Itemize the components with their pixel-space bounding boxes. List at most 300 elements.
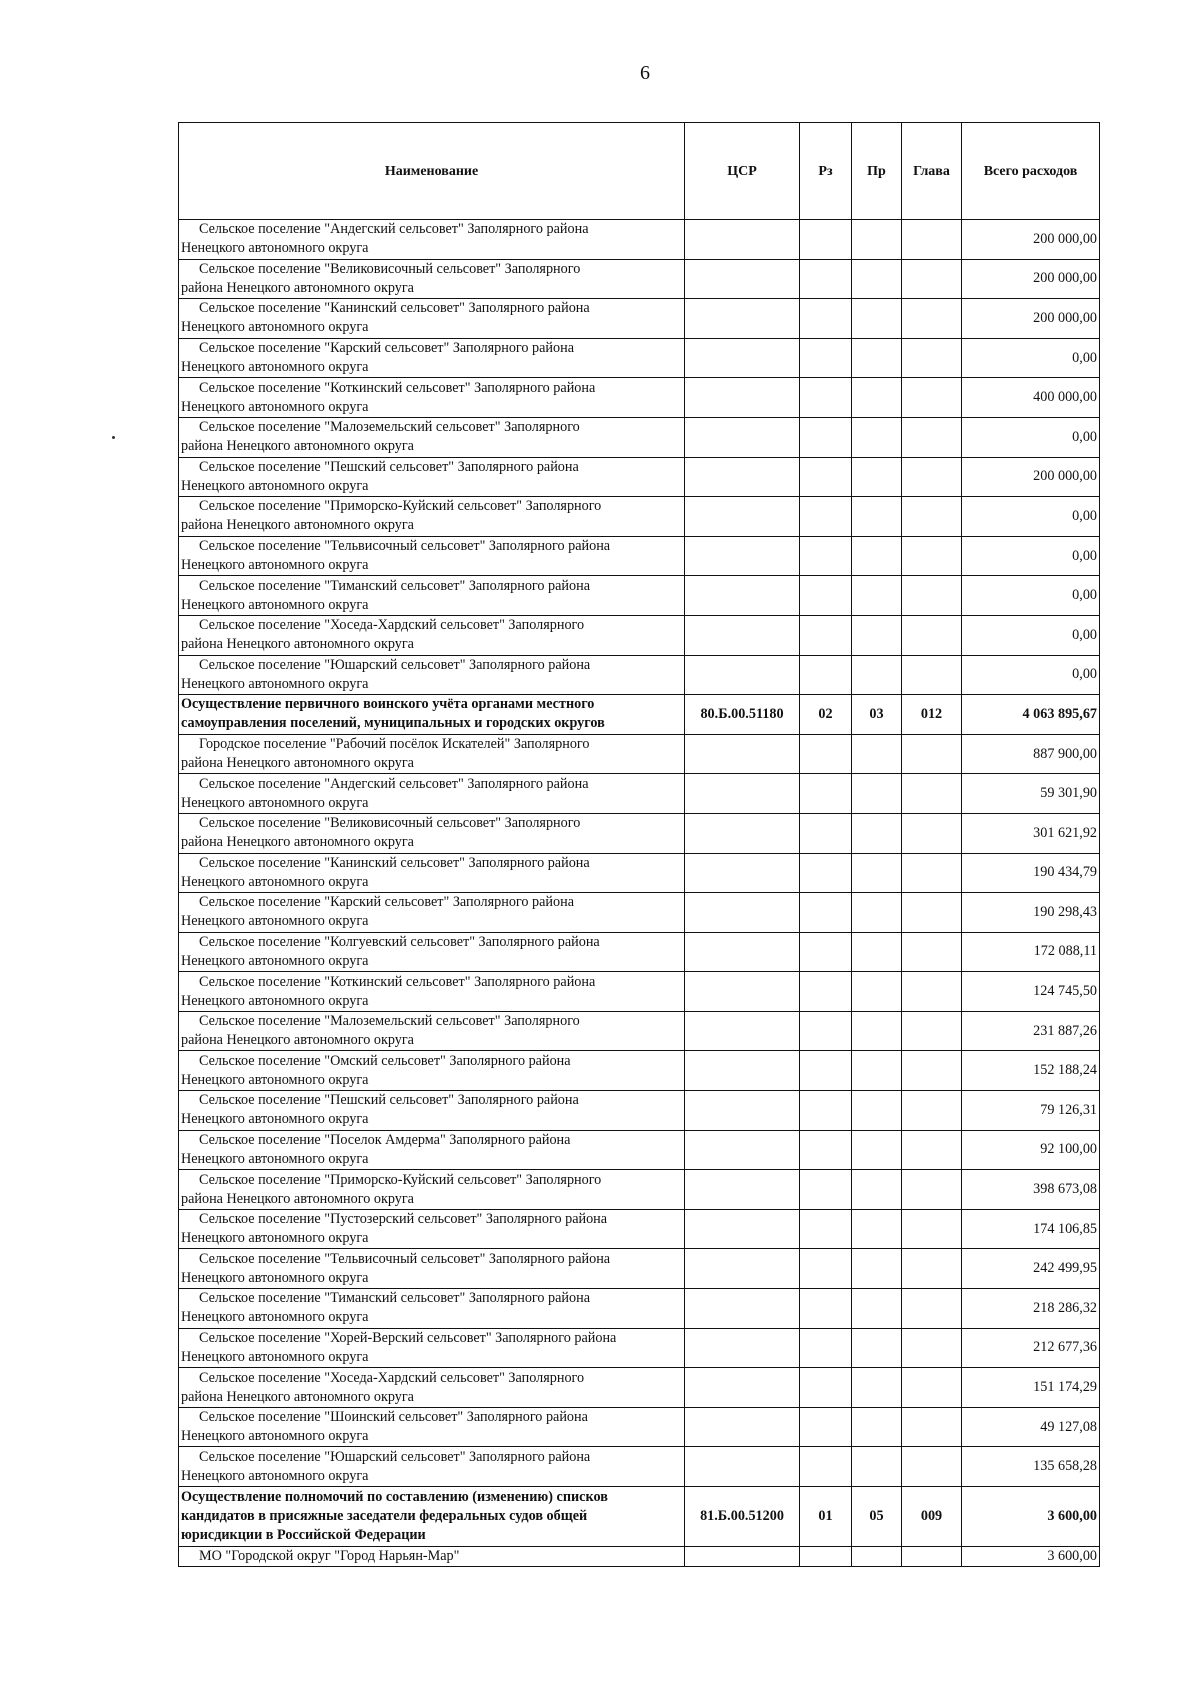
row-pr	[852, 1209, 902, 1249]
table-body	[179, 220, 1100, 1567]
row-name-line: Сельское поселение "Омский сельсовет" Заполярного района	[199, 1052, 571, 1069]
row-name	[179, 259, 685, 299]
table-row	[179, 338, 1100, 378]
row-rz	[800, 338, 852, 378]
row-glava	[902, 734, 962, 774]
table-row	[179, 417, 1100, 457]
row-rz	[800, 576, 852, 616]
row-name-line: района Ненецкого автономного округа	[181, 755, 414, 772]
row-glava	[902, 1051, 962, 1091]
row-rz	[800, 1328, 852, 1368]
table-row	[179, 1368, 1100, 1408]
row-name-line: Сельское поселение "Пустозерский сельсовет" Заполярного района	[199, 1211, 608, 1228]
table-row	[179, 1209, 1100, 1249]
row-name-line: Сельское поселение "Тельвисочный сельсовет" Заполярного района	[199, 538, 611, 555]
row-amount: 0,00	[962, 576, 1100, 616]
row-amount: 200 000,00	[962, 457, 1100, 497]
row-csr	[685, 1051, 800, 1091]
row-name-line: Ненецкого автономного округа	[181, 1071, 369, 1088]
section-glava: 009	[902, 1487, 962, 1547]
row-pr	[852, 338, 902, 378]
header-csr: ЦСР	[685, 123, 800, 220]
table-row	[179, 497, 1100, 537]
page-number: 6	[640, 62, 650, 84]
row-rz	[800, 1547, 852, 1567]
row-pr	[852, 932, 902, 972]
row-name	[179, 932, 685, 972]
row-glava	[902, 378, 962, 418]
row-amount: 400 000,00	[962, 378, 1100, 418]
row-amount: 190 298,43	[962, 893, 1100, 933]
section-csr: 80.Б.00.51180	[685, 695, 800, 735]
row-rz	[800, 813, 852, 853]
row-name-line: Осуществление первичного воинского учёта органами местного	[181, 696, 595, 713]
row-amount: 200 000,00	[962, 220, 1100, 260]
section-glava: 012	[902, 695, 962, 735]
header-name: Наименование	[179, 123, 685, 220]
row-name-line: Сельское поселение "Коткинский сельсовет" Заполярного района	[199, 973, 596, 990]
row-name-line: Ненецкого автономного округа	[181, 319, 369, 336]
row-rz	[800, 497, 852, 537]
row-rz	[800, 299, 852, 339]
row-name-line: Ненецкого автономного округа	[181, 1428, 369, 1445]
row-name-line: кандидатов в присяжные заседатели федеральных судов общей	[181, 1508, 588, 1524]
row-rz	[800, 1289, 852, 1329]
row-glava	[902, 417, 962, 457]
row-pr	[852, 1170, 902, 1210]
row-amount: 135 658,28	[962, 1447, 1100, 1487]
row-amount: 151 174,29	[962, 1368, 1100, 1408]
row-pr	[852, 1328, 902, 1368]
table-row	[179, 457, 1100, 497]
row-rz	[800, 1130, 852, 1170]
row-name-line: района Ненецкого автономного округа	[181, 1032, 414, 1049]
row-rz	[800, 893, 852, 933]
row-csr	[685, 220, 800, 260]
row-name-line: Сельское поселение "Юшарский сельсовет" Заполярного района	[199, 1448, 591, 1465]
row-csr	[685, 893, 800, 933]
table-row	[179, 220, 1100, 260]
row-pr	[852, 813, 902, 853]
row-name	[179, 615, 685, 655]
row-name-line: Сельское поселение "Тельвисочный сельсовет" Заполярного района	[199, 1250, 611, 1267]
row-name-line: Сельское поселение "Пешский сельсовет" Заполярного района	[199, 458, 579, 475]
row-name	[179, 338, 685, 378]
row-name-line: Сельское поселение "Приморско-Куйский сельсовет" Заполярного	[199, 1171, 602, 1188]
table-row	[179, 655, 1100, 695]
row-pr	[852, 497, 902, 537]
row-name-line: района Ненецкого автономного округа	[181, 1388, 414, 1405]
row-name	[179, 576, 685, 616]
table-row	[179, 1011, 1100, 1051]
row-name-line: района Ненецкого автономного округа	[181, 1190, 414, 1207]
row-rz	[800, 457, 852, 497]
row-amount: 124 745,50	[962, 972, 1100, 1012]
row-csr	[685, 813, 800, 853]
row-amount: 0,00	[962, 615, 1100, 655]
row-csr	[685, 1249, 800, 1289]
row-pr	[852, 734, 902, 774]
row-name-line: Сельское поселение "Хоседа-Хардский сельсовет" Заполярного	[199, 1369, 585, 1386]
row-name-line: Сельское поселение "Тиманский сельсовет" Заполярного района	[199, 1290, 591, 1307]
row-csr	[685, 734, 800, 774]
row-rz	[800, 853, 852, 893]
row-pr	[852, 1407, 902, 1447]
row-glava	[902, 1091, 962, 1131]
row-amount: 3 600,00	[962, 1547, 1100, 1567]
row-glava	[902, 1209, 962, 1249]
row-name	[179, 853, 685, 893]
row-pr	[852, 1130, 902, 1170]
row-name-line: Ненецкого автономного округа	[181, 596, 369, 613]
section-name	[179, 695, 685, 735]
table-row	[179, 972, 1100, 1012]
table-row	[179, 1091, 1100, 1131]
row-name	[179, 457, 685, 497]
row-csr	[685, 378, 800, 418]
row-pr	[852, 417, 902, 457]
row-amount: 92 100,00	[962, 1130, 1100, 1170]
table-row	[179, 299, 1100, 339]
row-name	[179, 1130, 685, 1170]
row-rz	[800, 774, 852, 814]
row-glava	[902, 1170, 962, 1210]
row-name-line: Ненецкого автономного округа	[181, 477, 369, 494]
row-name-line: Сельское поселение "Приморско-Куйский сельсовет" Заполярного	[199, 498, 602, 515]
table-row	[179, 1328, 1100, 1368]
row-name-line: Ненецкого автономного округа	[181, 992, 369, 1009]
row-name-line: Сельское поселение "Великовисочный сельсовет" Заполярного	[199, 815, 581, 832]
row-csr	[685, 853, 800, 893]
section-amount: 4 063 895,67	[962, 695, 1100, 735]
row-rz	[800, 615, 852, 655]
row-name-line: Ненецкого автономного округа	[181, 675, 369, 692]
row-name	[179, 1547, 685, 1567]
row-glava	[902, 1368, 962, 1408]
row-name-line: Сельское поселение "Колгуевский сельсовет" Заполярного района	[199, 933, 600, 950]
row-csr	[685, 774, 800, 814]
row-csr	[685, 1328, 800, 1368]
row-amount: 200 000,00	[962, 299, 1100, 339]
row-csr	[685, 1209, 800, 1249]
row-rz	[800, 1209, 852, 1249]
row-pr	[852, 1547, 902, 1567]
row-pr	[852, 853, 902, 893]
row-name	[179, 655, 685, 695]
row-rz	[800, 417, 852, 457]
row-rz	[800, 259, 852, 299]
row-amount: 0,00	[962, 655, 1100, 695]
row-name-line: Ненецкого автономного округа	[181, 557, 369, 574]
table-row	[179, 813, 1100, 853]
row-rz	[800, 220, 852, 260]
row-name-line: Ненецкого автономного округа	[181, 873, 369, 890]
row-pr	[852, 378, 902, 418]
row-name-line: Сельское поселение "Андегский сельсовет" Заполярного района	[199, 775, 589, 792]
row-glava	[902, 1547, 962, 1567]
row-rz	[800, 1170, 852, 1210]
row-glava	[902, 932, 962, 972]
row-csr	[685, 1407, 800, 1447]
row-name-line: МО "Городской округ "Город Нарьян-Мар"	[199, 1548, 460, 1564]
row-rz	[800, 536, 852, 576]
row-csr	[685, 615, 800, 655]
row-glava	[902, 576, 962, 616]
row-csr	[685, 259, 800, 299]
row-name	[179, 813, 685, 853]
row-csr	[685, 1289, 800, 1329]
row-name-line: Сельское поселение "Карский сельсовет" Заполярного района	[199, 894, 574, 911]
row-name-line: Осуществление полномочий по составлению (изменению) списков	[181, 1489, 608, 1505]
row-rz	[800, 1091, 852, 1131]
table-row	[179, 536, 1100, 576]
row-name-line: Сельское поселение "Андегский сельсовет" Заполярного района	[199, 221, 589, 238]
row-name-line: района Ненецкого автономного округа	[181, 517, 414, 534]
table-row	[179, 259, 1100, 299]
row-name-line: Ненецкого автономного округа	[181, 240, 369, 257]
row-pr	[852, 536, 902, 576]
row-csr	[685, 1011, 800, 1051]
section-rz: 02	[800, 695, 852, 735]
row-name-line: Ненецкого автономного округа	[181, 913, 369, 930]
row-rz	[800, 932, 852, 972]
header-pr: Пр	[852, 123, 902, 220]
row-pr	[852, 259, 902, 299]
row-glava	[902, 853, 962, 893]
row-glava	[902, 615, 962, 655]
row-glava	[902, 774, 962, 814]
section-csr: 81.Б.00.51200	[685, 1487, 800, 1547]
row-pr	[852, 1011, 902, 1051]
row-pr	[852, 220, 902, 260]
section-name	[179, 1487, 685, 1547]
row-amount: 231 887,26	[962, 1011, 1100, 1051]
row-glava	[902, 1447, 962, 1487]
header-glava: Глава	[902, 123, 962, 220]
row-rz	[800, 1407, 852, 1447]
row-pr	[852, 1091, 902, 1131]
row-amount: 242 499,95	[962, 1249, 1100, 1289]
row-name-line: Ненецкого автономного округа	[181, 359, 369, 376]
row-name-line: Сельское поселение "Коткинский сельсовет" Заполярного района	[199, 379, 596, 396]
row-name	[179, 1328, 685, 1368]
row-rz	[800, 1011, 852, 1051]
row-glava	[902, 1130, 962, 1170]
row-amount: 887 900,00	[962, 734, 1100, 774]
row-rz	[800, 655, 852, 695]
row-name	[179, 417, 685, 457]
row-amount: 218 286,32	[962, 1289, 1100, 1329]
row-pr	[852, 615, 902, 655]
row-csr	[685, 457, 800, 497]
table-row	[179, 1447, 1100, 1487]
table-row	[179, 774, 1100, 814]
row-csr	[685, 972, 800, 1012]
row-glava	[902, 1328, 962, 1368]
row-amount: 212 677,36	[962, 1328, 1100, 1368]
row-name	[179, 536, 685, 576]
row-rz	[800, 1368, 852, 1408]
row-amount: 0,00	[962, 417, 1100, 457]
section-row	[179, 1487, 1100, 1547]
row-name-line: Ненецкого автономного округа	[181, 1467, 369, 1484]
table-row	[179, 1249, 1100, 1289]
table-row	[179, 1289, 1100, 1329]
row-csr	[685, 338, 800, 378]
section-pr: 03	[852, 695, 902, 735]
row-name	[179, 1011, 685, 1051]
row-csr	[685, 1091, 800, 1131]
row-glava	[902, 299, 962, 339]
row-amount: 0,00	[962, 338, 1100, 378]
row-name-line: района Ненецкого автономного округа	[181, 438, 414, 455]
row-pr	[852, 774, 902, 814]
row-csr	[685, 1447, 800, 1487]
row-glava	[902, 259, 962, 299]
section-pr: 05	[852, 1487, 902, 1547]
table-row	[179, 615, 1100, 655]
table-row	[179, 1407, 1100, 1447]
row-name-line: Ненецкого автономного округа	[181, 952, 369, 969]
row-name-line: Ненецкого автономного округа	[181, 398, 369, 415]
row-amount: 174 106,85	[962, 1209, 1100, 1249]
row-glava	[902, 972, 962, 1012]
row-name-line: Сельское поселение "Канинский сельсовет" Заполярного района	[199, 300, 590, 317]
row-glava	[902, 457, 962, 497]
row-pr	[852, 893, 902, 933]
scan-dot	[112, 436, 115, 439]
row-name-line: юрисдикции в Российской Федерации	[181, 1527, 426, 1543]
row-name-line: района Ненецкого автономного округа	[181, 636, 414, 653]
header-total: Всего расходов	[962, 123, 1100, 220]
row-name	[179, 1407, 685, 1447]
table-row	[179, 932, 1100, 972]
row-name-line: Сельское поселение "Шоинский сельсовет" Заполярного района	[199, 1409, 588, 1426]
row-name	[179, 1447, 685, 1487]
row-name-line: Ненецкого автономного округа	[181, 1309, 369, 1326]
table-row	[179, 893, 1100, 933]
row-csr	[685, 497, 800, 537]
row-name-line: Сельское поселение "Великовисочный сельсовет" Заполярного	[199, 260, 581, 277]
row-name-line: Ненецкого автономного округа	[181, 1150, 369, 1167]
row-csr	[685, 932, 800, 972]
row-name-line: Сельское поселение "Малоземельский сельсовет" Заполярного	[199, 1013, 580, 1030]
row-name-line: Ненецкого автономного округа	[181, 1269, 369, 1286]
table-row	[179, 1547, 1100, 1567]
row-name-line: Сельское поселение "Тиманский сельсовет" Заполярного района	[199, 577, 591, 594]
row-name	[179, 734, 685, 774]
row-name-line: Сельское поселение "Малоземельский сельсовет" Заполярного	[199, 419, 580, 436]
section-row	[179, 695, 1100, 735]
row-name-line: Ненецкого автономного округа	[181, 1348, 369, 1365]
row-name	[179, 378, 685, 418]
row-name-line: самоуправления поселений, муниципальных и городских округов	[181, 715, 605, 732]
row-pr	[852, 972, 902, 1012]
row-csr	[685, 655, 800, 695]
row-name	[179, 1249, 685, 1289]
row-csr	[685, 417, 800, 457]
row-amount: 59 301,90	[962, 774, 1100, 814]
row-pr	[852, 457, 902, 497]
row-name-line: района Ненецкого автономного округа	[181, 279, 414, 296]
row-glava	[902, 497, 962, 537]
row-name	[179, 1170, 685, 1210]
row-rz	[800, 1051, 852, 1091]
table-row	[179, 734, 1100, 774]
row-csr	[685, 1368, 800, 1408]
row-name-line: района Ненецкого автономного округа	[181, 834, 414, 851]
row-pr	[852, 1249, 902, 1289]
row-name-line: Сельское поселение "Пешский сельсовет" Заполярного района	[199, 1092, 579, 1109]
row-name-line: Сельское поселение "Канинский сельсовет" Заполярного района	[199, 854, 590, 871]
row-glava	[902, 1289, 962, 1329]
expenses-table	[178, 122, 1100, 1567]
row-glava	[902, 655, 962, 695]
row-pr	[852, 655, 902, 695]
row-name-line: Сельское поселение "Юшарский сельсовет" Заполярного района	[199, 656, 591, 673]
row-name-line: Сельское поселение "Поселок Амдерма" Заполярного района	[199, 1131, 571, 1148]
row-name	[179, 1209, 685, 1249]
row-glava	[902, 220, 962, 260]
row-amount: 190 434,79	[962, 853, 1100, 893]
row-glava	[902, 1249, 962, 1289]
row-name	[179, 1091, 685, 1131]
row-name	[179, 893, 685, 933]
row-rz	[800, 1249, 852, 1289]
row-name	[179, 220, 685, 260]
row-csr	[685, 299, 800, 339]
row-pr	[852, 299, 902, 339]
row-name	[179, 774, 685, 814]
row-name-line: Сельское поселение "Хоседа-Хардский сельсовет" Заполярного	[199, 617, 585, 634]
row-amount: 398 673,08	[962, 1170, 1100, 1210]
row-glava	[902, 338, 962, 378]
row-amount: 0,00	[962, 536, 1100, 576]
row-name-line: Сельское поселение "Хорей-Верский сельсовет" Заполярного района	[199, 1329, 617, 1346]
row-pr	[852, 1447, 902, 1487]
row-amount: 172 088,11	[962, 932, 1100, 972]
row-rz	[800, 972, 852, 1012]
row-csr	[685, 576, 800, 616]
row-amount: 79 126,31	[962, 1091, 1100, 1131]
row-amount: 152 188,24	[962, 1051, 1100, 1091]
table-header-row	[179, 123, 1100, 220]
row-glava	[902, 813, 962, 853]
row-name	[179, 299, 685, 339]
row-glava	[902, 1407, 962, 1447]
row-name-line: Ненецкого автономного округа	[181, 1230, 369, 1247]
table-row	[179, 378, 1100, 418]
row-rz	[800, 1447, 852, 1487]
row-rz	[800, 378, 852, 418]
row-pr	[852, 1368, 902, 1408]
row-csr	[685, 1130, 800, 1170]
header-rz: Рз	[800, 123, 852, 220]
row-name	[179, 972, 685, 1012]
row-glava	[902, 1011, 962, 1051]
row-amount: 200 000,00	[962, 259, 1100, 299]
row-name	[179, 1051, 685, 1091]
row-pr	[852, 1289, 902, 1329]
row-name	[179, 1289, 685, 1329]
table-row	[179, 853, 1100, 893]
row-rz	[800, 734, 852, 774]
row-amount: 0,00	[962, 497, 1100, 537]
row-name-line: Сельское поселение "Карский сельсовет" Заполярного района	[199, 340, 574, 357]
row-name-line: Ненецкого автономного округа	[181, 1111, 369, 1128]
table-row	[179, 1130, 1100, 1170]
row-glava	[902, 893, 962, 933]
